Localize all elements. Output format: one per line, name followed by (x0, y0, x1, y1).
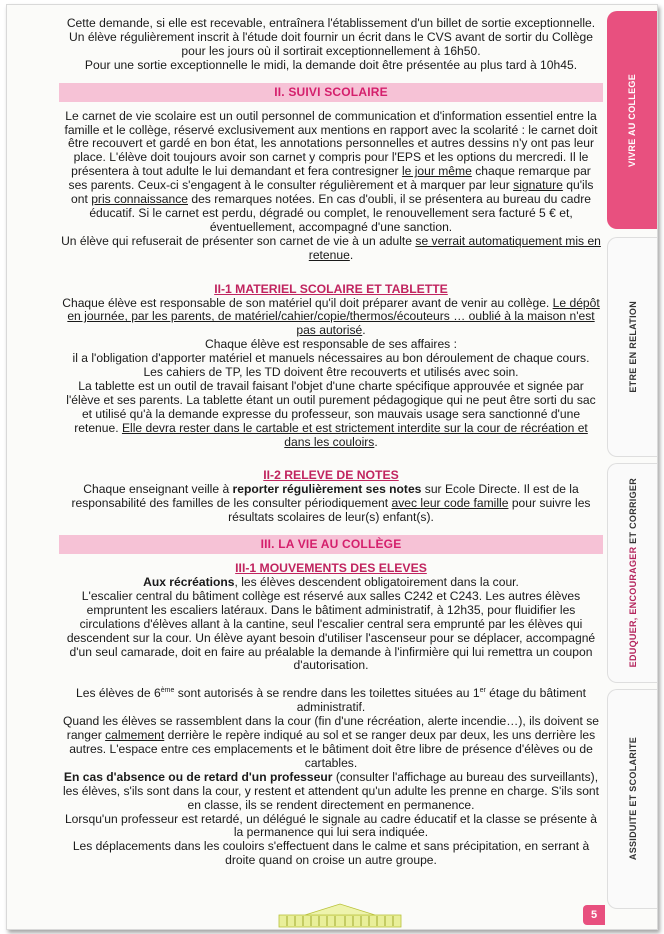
page-number: 5 (583, 905, 605, 925)
paragraph-materiel (61, 297, 601, 339)
paragraph-carnet (61, 110, 601, 235)
document-page (6, 4, 658, 930)
subsection-title-mouvements: III-1 MOUVEMENTS DES ELEVES (235, 561, 427, 576)
intro-line-3: pour les jours où il sortirait exceptionnellement à 16h50. (181, 43, 481, 58)
text-run: Chaque élève est responsable de son matériel qu'il doit préparer avant de venir au collège. (62, 295, 553, 310)
paragraph-absence-professeur (61, 771, 601, 813)
paragraph-affaires: Chaque élève est responsable de ses affaires : (205, 337, 457, 352)
text-run: Quand les élèves se rassemblent dans la cour (fin d'une récréation, alerte incendie…), ils doivent se ranger (62, 714, 600, 743)
underlined-text: pris connaissance (91, 192, 188, 207)
paragraph-retard: Lorsqu'un professeur est retardé, un délégué le signale au cadre éducatif et la classe se présente à la permanence qui lui sera indiquée. (64, 811, 598, 840)
subsection-title-materiel: II-1 MATERIEL SCOLAIRE ET TABLETTE (214, 281, 448, 296)
tab-label: ETRE EN RELATION (628, 301, 638, 393)
underlined-text: Elle devra rester dans le cartable et est strictement interdite sur la cour de récréation et dans les couloirs (121, 420, 588, 449)
underlined-text: Le dépôt en journée, par les parents, de matériel/cahier/copie/thermos/écouteurs … oublié à la maison n'est pas autorisé (67, 295, 600, 338)
paragraph-tablette (61, 380, 601, 450)
tab-label: VIVRE AU COLLEGE (627, 73, 637, 167)
bold-text: Aux récréations (143, 575, 235, 589)
text-run: qu'ils ont (71, 178, 594, 207)
underlined-text: calmement (105, 728, 165, 743)
text-run: des remarques notées. En cas d'oubli, il se présentera au bureau du cadre éducatif. Si le carnet est perdu, dégradé ou complet, le renouvellement sera facturé 5 € et, éventuellement, accompagné d'une sanction. (89, 192, 591, 234)
tab-assiduite-et-scolarite (607, 689, 658, 909)
tab-label (628, 478, 638, 667)
paragraph-escalier: L'escalier central du bâtiment collège est réservé aux salles C242 et C243. Les autres élèves empruntent les escaliers latéraux. Dans le bâtiment administratif, à 12h35, pour fluidifier les circulations d'élèves allant à la cantine, seul l'escalier central sera emprunté par les élèves qui descendent sur la cour. Un élève ayant besoin d'utiliser l'ascenseur pour se déplacer, accompagné d'un seul camarade, doit en faire au préalable la demande à l'infirmière qui lui remettra un coupon d'autorisation. (66, 588, 596, 673)
paragraph-notes (61, 483, 601, 525)
paragraph-obligation: il a l'obligation d'apporter matériel et manuels nécessaires au bon déroulement de chaque cours. (72, 351, 590, 366)
school-building-logo (275, 901, 405, 929)
superscript: ème (160, 687, 175, 695)
text-run: , les élèves descendent obligatoirement dans la cour. (234, 575, 519, 589)
subsection-title-notes: II-2 RELEVE DE NOTES (263, 468, 399, 483)
text-run: sur Ecole Directe. Il est de la responsabilité des familles de les consulter périodiquement (71, 482, 579, 511)
text-run: . (374, 434, 378, 449)
text-run: derrière le repère indiqué au sol et se ranger deux par deux, les uns derrière les autres. L'espace entre ces emplacements et le bâtiment doit être libre de présence d'élèves ou de cartables. (69, 728, 596, 770)
intro-line-1: Cette demande, si elle est recevable, entraînera l'établissement d'un billet de sortie exceptionnelle. (66, 16, 596, 30)
text-run: Chaque enseignant veille à (83, 482, 233, 497)
tab-etre-en-relation (607, 237, 658, 457)
tab-vivre-au-college (607, 11, 657, 229)
text-run: étage du bâtiment administratif. (296, 686, 586, 715)
text-run: . (349, 247, 354, 262)
bold-text: reporter régulièrement ses notes (232, 482, 422, 497)
text-run: sont autorisés à se rendre dans les toilettes situées au 1 (174, 686, 480, 701)
tab-label: ASSIDUITE ET SCOLARITE (628, 737, 638, 861)
paragraph-rassemblement (61, 715, 601, 771)
superscript: er (479, 687, 486, 695)
page-content (61, 17, 601, 868)
text-run: Un élève qui refuserait de présenter son carnet de vie à un adulte (61, 233, 416, 248)
tab-label-part: ET CORRIGER (628, 478, 638, 545)
paragraph-toilettes (61, 684, 601, 715)
paragraph-recreations (61, 576, 601, 590)
underlined-text: avec leur code famille (391, 496, 509, 511)
underlined-text: signature (513, 178, 563, 193)
text-run: Les élèves de 6 (76, 686, 161, 701)
text-run: Le carnet de vie scolaire est un outil personnel de communication et d'information essentiel entre la famille et le collège, réservé exclusivement aux mentions en rapport avec la scolarité : le carnet doit être recouvert et gardé en bon état, les annotations personnelles et autres dessins n'y ont pas leur place. L'élève doit toujours avoir son carnet y compris pour l'EPS et les options du mercredi. Il le présentera à tout adulte le lui demandant et fera contresigner (64, 108, 598, 179)
underlined-text: le jour même (401, 164, 472, 179)
paragraph-cahiers: Les cahiers de TP, les TD doivent être recouverts et utilisés avec soin. (143, 365, 519, 380)
text-run: La tablette est un outil de travail faisant l'objet d'une charte spécifique approuvée et signée par l'élève et ses parents. La tablette étant un outil purement pédagogique qui ne peut être sorti du sac et utilisé qu'à la demande expresse du professeur, son mauvais usage sera sanctionné d'une retenue. (66, 378, 596, 435)
text-run: chaque remarque par ses parents. Ceux-ci s'engagent à le consulter régulièrement et à marquer par leur (68, 164, 591, 193)
section-title-suivi-scolaire: II. SUIVI SCOLAIRE (59, 83, 603, 102)
text-run: . (362, 323, 366, 338)
intro-line-4: Pour une sortie exceptionnelle le midi, la demande doit être présentée au plus tard à 10h45. (84, 57, 578, 72)
intro-line-2: Un élève régulièrement inscrit à l'étude doit fournir un écrit dans le CVS avant de sortir du Collège (69, 29, 593, 44)
tab-label-part: EDUQUER, ENCOURAGER (628, 544, 638, 668)
bold-text: En cas d'absence ou de retard d'un professeur (63, 769, 333, 784)
underlined-text: se verrait automatiquement mis en retenue (308, 233, 601, 262)
text-run: pour suivre les résultats scolaires de leur(s) enfant(s). (228, 496, 591, 525)
paragraph-refus (61, 235, 601, 263)
text-run: (consulter l'affichage au bureau des surveillants), les élèves, s'ils sont dans la cour, y restent et attendent qu'un adulte les prenne en charge. S'ils sont en classe, ils se rendent directement en permanence. (62, 769, 600, 812)
paragraph-deplacements: Les déplacements dans les couloirs s'effectuent dans le calme et sans précipitation, en serrant à droite quand on croise un autre groupe. (72, 839, 590, 868)
tab-eduquer-encourager-corriger (607, 463, 658, 683)
section-title-vie-au-college: III. LA VIE AU COLLÈGE (59, 535, 603, 554)
